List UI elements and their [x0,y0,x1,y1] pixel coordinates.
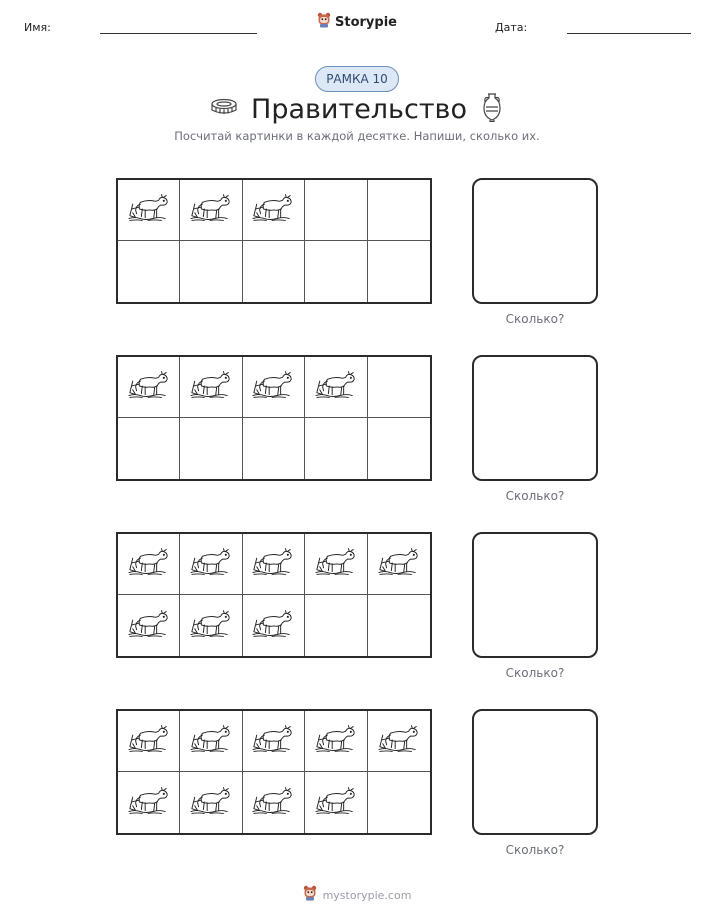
answer-box[interactable] [472,355,598,481]
ox-plow-icon [189,546,233,582]
frame-cell [243,418,305,479]
frame-cell [368,241,430,302]
ox-plow-icon [189,785,233,821]
ten-frame [116,709,432,835]
answer-prompt: Сколько? [505,312,565,326]
instructions: Посчитай картинки в каждой десятке. Напиши, сколько их. [174,129,540,143]
frame-cell [368,711,430,772]
ox-plow-icon [127,369,171,405]
frame-cell [305,357,367,418]
amphora-icon [481,92,503,126]
frame-cell [118,711,180,772]
frame-cell [368,534,430,595]
ox-plow-icon [127,192,171,228]
frame-cell [243,595,305,656]
frame-cell [243,534,305,595]
frame-cell [118,418,180,479]
frame-cell [118,595,180,656]
footer-url: mystorypie.com [322,888,412,902]
ox-plow-icon [189,192,233,228]
ox-plow-icon [251,369,295,405]
frame-cell [243,711,305,772]
ox-plow-icon [189,723,233,759]
ox-plow-icon [251,546,295,582]
ten-frame [116,532,432,658]
date-field[interactable] [567,33,691,34]
ox-plow-icon [189,369,233,405]
frame-cell [180,418,242,479]
frame-cell [368,357,430,418]
frame-cell [118,534,180,595]
ten-frame [116,178,432,304]
answer-box[interactable] [472,709,598,835]
ten-frame [116,355,432,481]
ox-plow-icon [314,546,358,582]
frame-cell [243,241,305,302]
frame-cell [180,711,242,772]
frame-cell [305,772,367,833]
answer-prompt: Сколько? [505,666,565,680]
ox-plow-icon [314,369,358,405]
answer-prompt: Сколько? [505,489,565,503]
frame-cell [118,772,180,833]
title-row [0,92,714,126]
colosseum-icon [211,98,237,120]
brand-name: Storypie [335,14,397,30]
frame-cell [305,534,367,595]
ox-plow-icon [127,785,171,821]
frame-cell [118,357,180,418]
brand-logo [0,12,714,32]
frame-cell [305,595,367,656]
ox-plow-icon [189,608,233,644]
answer-box[interactable] [472,178,598,304]
ox-plow-icon [377,723,421,759]
ox-plow-icon [251,723,295,759]
footer [0,885,714,905]
name-field[interactable] [100,33,257,34]
answer-box[interactable] [472,532,598,658]
storypie-mascot-icon [303,885,317,905]
date-label: Дата: [495,21,528,34]
frame-cell [368,772,430,833]
frame-cell [118,180,180,241]
frame-cell [180,772,242,833]
storypie-mascot-icon [317,12,331,32]
frame-cell [305,418,367,479]
frame-cell [305,711,367,772]
frame-cell [243,772,305,833]
frame-cell [368,180,430,241]
frame-cell [243,357,305,418]
page-title: Правительство [251,93,467,125]
frame-cell [180,357,242,418]
frame-cell [180,534,242,595]
ox-plow-icon [314,785,358,821]
ox-plow-icon [127,546,171,582]
frame-cell [243,180,305,241]
ox-plow-icon [314,723,358,759]
ox-plow-icon [251,785,295,821]
frame-cell [368,418,430,479]
ox-plow-icon [127,723,171,759]
ox-plow-icon [377,546,421,582]
ox-plow-icon [127,608,171,644]
frame-cell [305,180,367,241]
frame-cell [305,241,367,302]
ox-plow-icon [251,608,295,644]
frame-cell [118,241,180,302]
frame-cell [368,595,430,656]
frame-cell [180,241,242,302]
name-label: Имя: [24,21,51,34]
answer-prompt: Сколько? [505,843,565,857]
frame-cell [180,180,242,241]
frame-badge: РАМКА 10 [315,66,399,92]
ox-plow-icon [251,192,295,228]
frame-cell [180,595,242,656]
